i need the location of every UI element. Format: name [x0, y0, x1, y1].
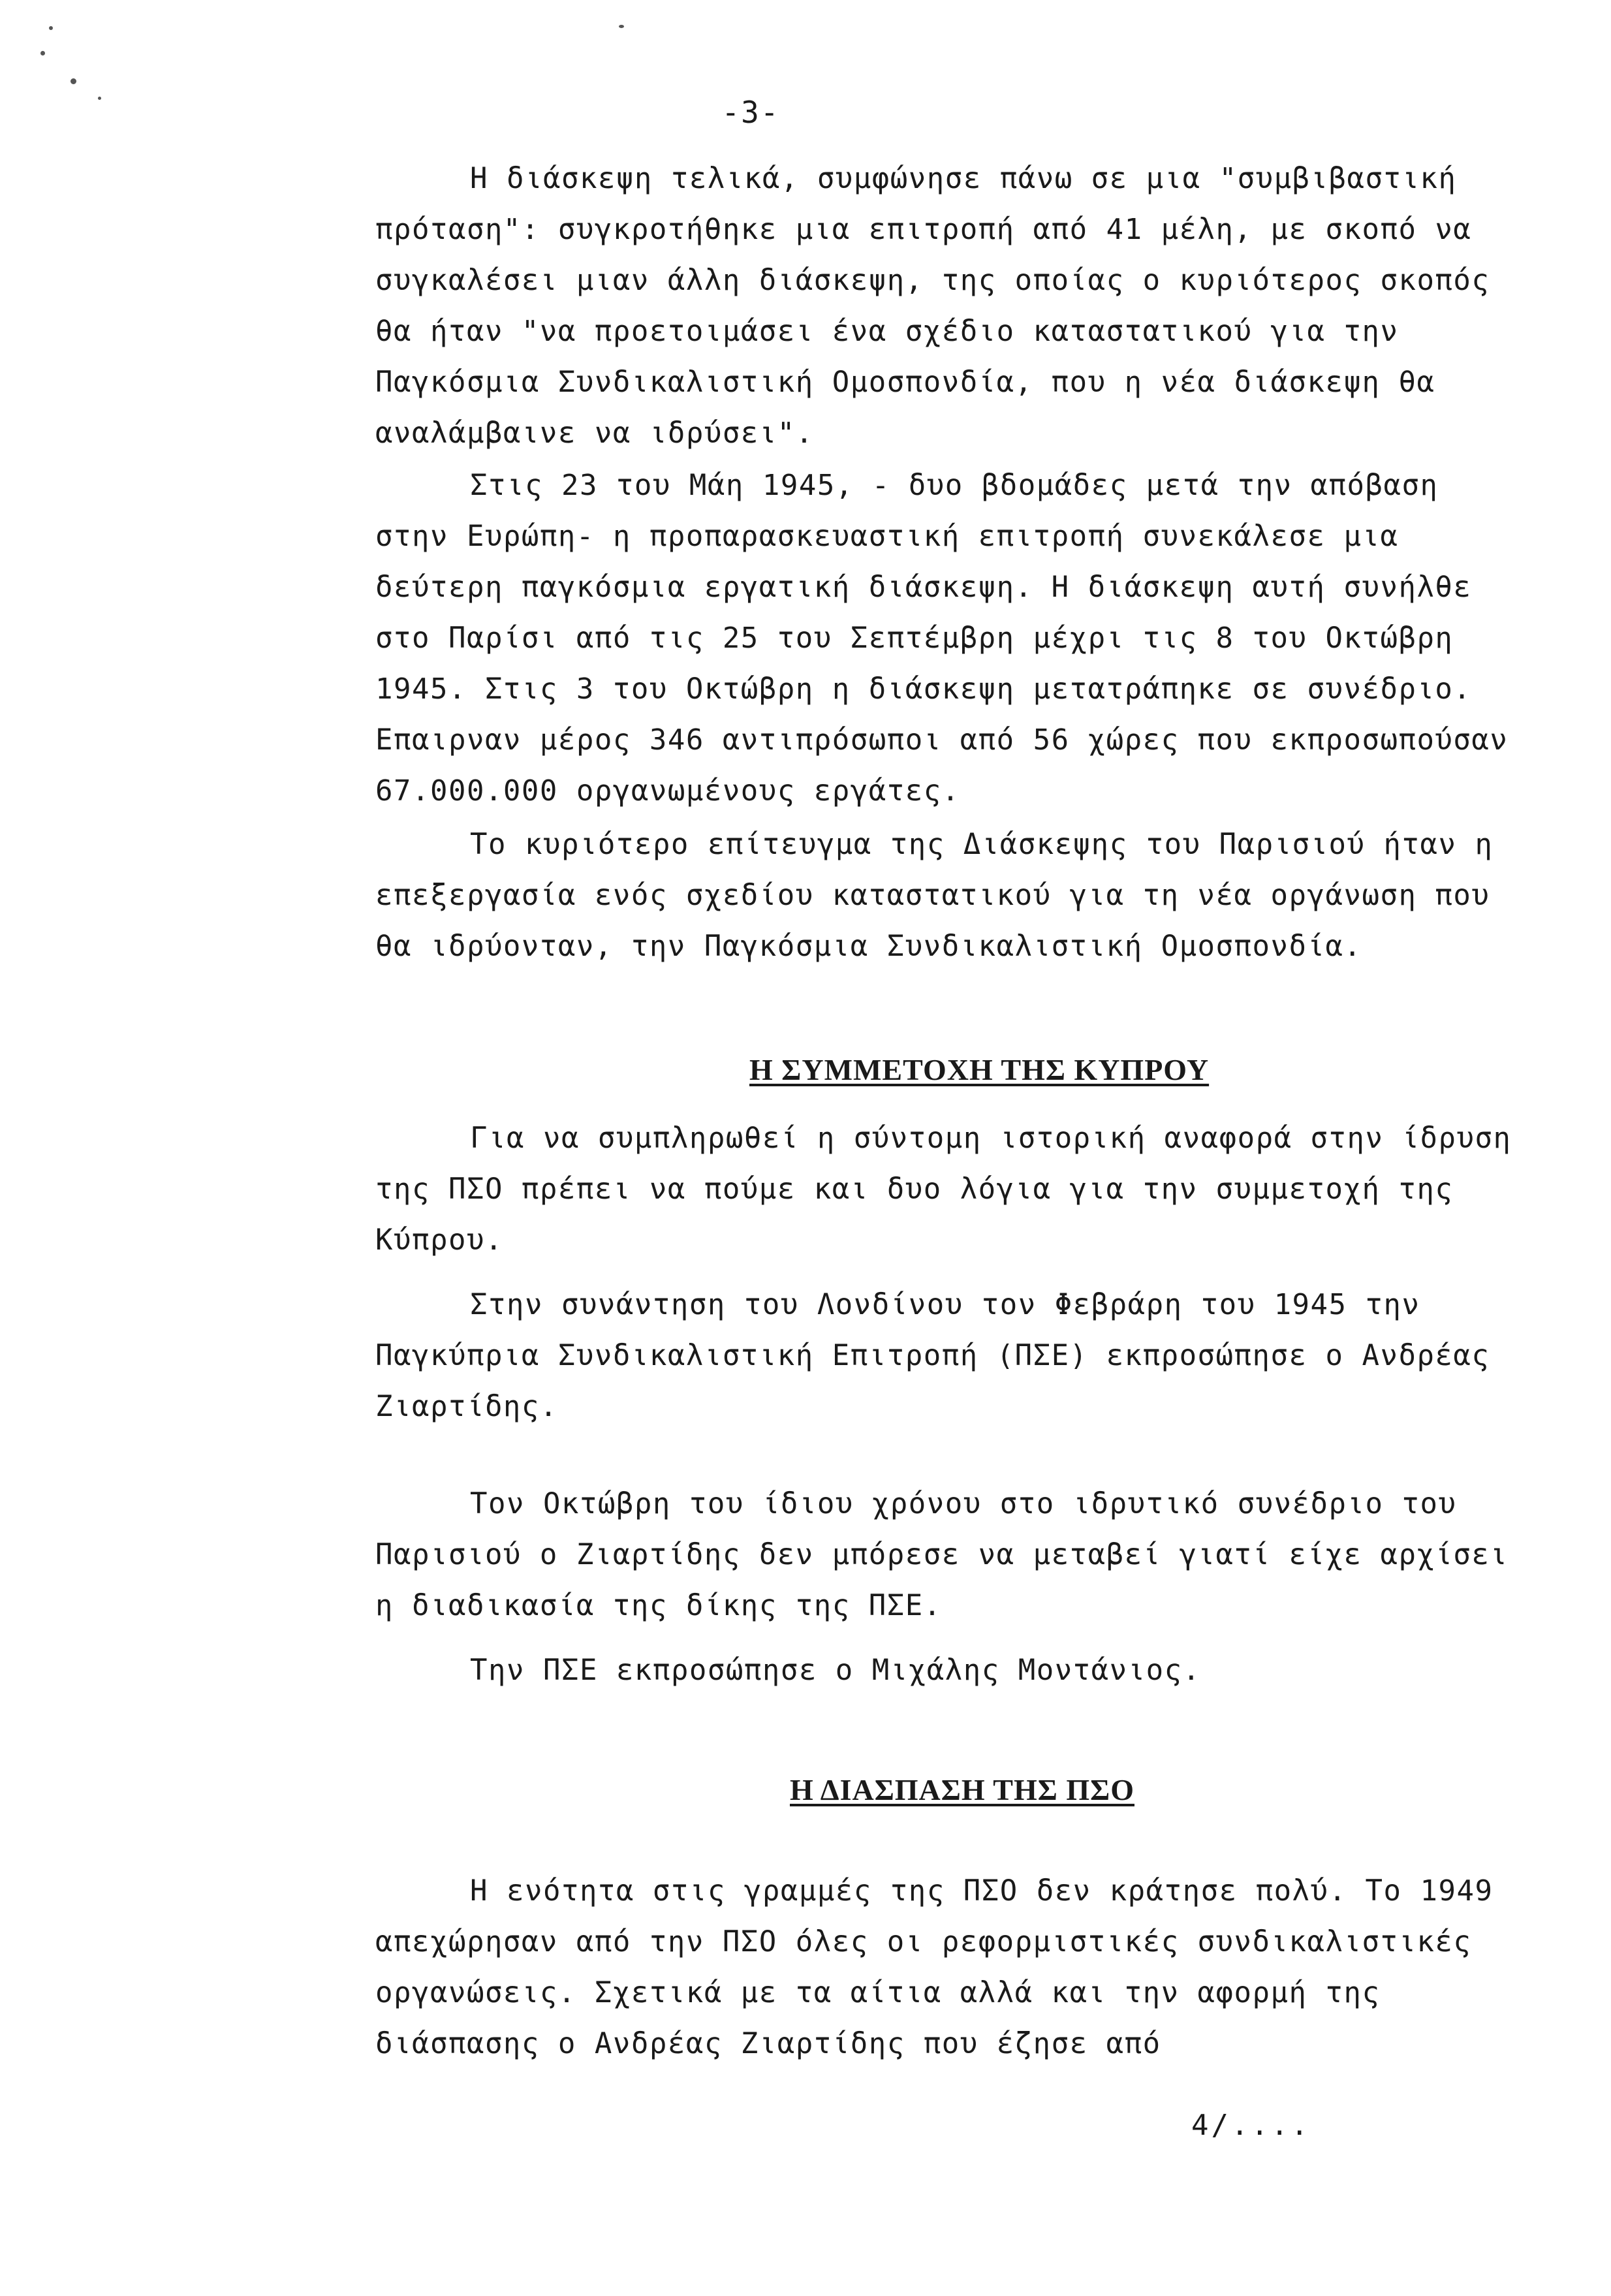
paragraph-text: Στις 23 του Μάη 1945, - δυο βδομάδες μετά την απόβαση στην Ευρώπη- η προπαρασκευαστική επιτροπή συνεκάλεσε μια δεύτερη παγκόσμια εργατική διάσκεψη. Η διάσκεψη αυτή συνήλθε στο Παρίσι από τις 25 του Σεπτέμβρη μέχρι τις 8 του Οκτώβρη 1945. Στις 3 του Οκτώβρη η διάσκεψη μετατράπηκε σε συνέδριο. Επαιρναν μέρος 346 αντιπρόσωποι από 56 χώρες που εκπροσωπούσαν 67.000.000 οργανωμένους εργάτες. — [375, 469, 1509, 808]
scan-speck — [98, 97, 101, 100]
paragraph-text: Για να συμπληρωθεί η σύντομη ιστορική αναφορά στην ίδρυση της ΠΣΟ πρέπει να πούμε και δυο λόγια για την συμμετοχή της Κύπρου. — [375, 1122, 1512, 1257]
continuation-marker: 4/.... — [1191, 2109, 1311, 2142]
paragraph-paris-congress — [375, 1479, 1521, 1631]
paragraph-text: Το κυριότερο επίτευγμα της Διάσκεψης του Παρισιού ήταν η επεξεργασία ενός σχεδίου καταστατικού για τη νέα οργάνωση που θα ιδρύονταν, την Παγκόσμια Συνδικαλιστική Ομοσπονδία. — [375, 828, 1494, 963]
scan-speck — [619, 25, 624, 28]
paragraph-cyprus-intro — [375, 1113, 1521, 1266]
paragraph-text: Τον Οκτώβρη του ίδιου χρόνου στο ιδρυτικό συνέδριο του Παρισιού ο Ζιαρτίδης δεν μπόρεσε να μεταβεί γιατί είχε αρχίσει η διαδικασία της δίκης της ΠΣΕ. — [375, 1487, 1509, 1622]
paragraph-representative — [375, 1645, 1521, 1696]
scan-speck — [70, 78, 76, 84]
paragraph-paris-achievement — [375, 819, 1521, 972]
page-number: -3- — [721, 95, 780, 130]
paragraph-london-meeting — [375, 1280, 1521, 1432]
paragraph-text: Η διάσκεψη τελικά, συμφώνησε πάνω σε μια "συμβιβαστική πρόταση": συγκροτήθηκε μια επιτροπή από 41 μέλη, με σκοπό να συγκαλέσει μιαν άλλη διάσκεψη, της οποίας ο κυριότερος σκοπός θα ήταν "να προετοιμάσει ένα σχέδιο καταστατικού για την Παγκόσμια Συνδικαλιστική Ομοσπονδία, που η νέα διάσκεψη θα αναλάμβαινε να ιδρύσει". — [375, 162, 1490, 450]
paragraph-text: Στην συνάντηση του Λονδίνου τον Φεβράρη του 1945 την Παγκύπρια Συνδικαλιστική Επιτροπή (ΠΣΕ) εκπροσώπησε ο Ανδρέας Ζιαρτίδης. — [375, 1288, 1490, 1423]
heading-wfu-split: Η ΔΙΑΣΠΑΣΗ ΤΗΣ ΠΣΟ — [790, 1773, 1134, 1806]
scan-speck — [40, 51, 45, 55]
paragraph-second-conference — [375, 460, 1521, 817]
paragraph-conference-agreement — [375, 153, 1521, 459]
paragraph-text: Η ενότητα στις γραμμές της ΠΣΟ δεν κράτησε πολύ. Το 1949 απεχώρησαν από την ΠΣΟ όλες οι ρεφορμιστικές συνδικαλιστικές οργανώσεις. Σχετικά με τα αίτια αλλά και την αφορμή της διάσπασης ο Ανδρέας Ζιαρτίδης που έζησε από — [375, 1874, 1494, 2060]
heading-cyprus-participation: Η ΣΥΜΜΕΤΟΧΗ ΤΗΣ ΚΥΠΡΟΥ — [749, 1053, 1210, 1086]
paragraph-text: Την ΠΣΕ εκπροσώπησε ο Μιχάλης Μοντάνιος. — [470, 1654, 1201, 1687]
paragraph-split — [375, 1866, 1521, 2069]
scan-speck — [49, 26, 53, 30]
